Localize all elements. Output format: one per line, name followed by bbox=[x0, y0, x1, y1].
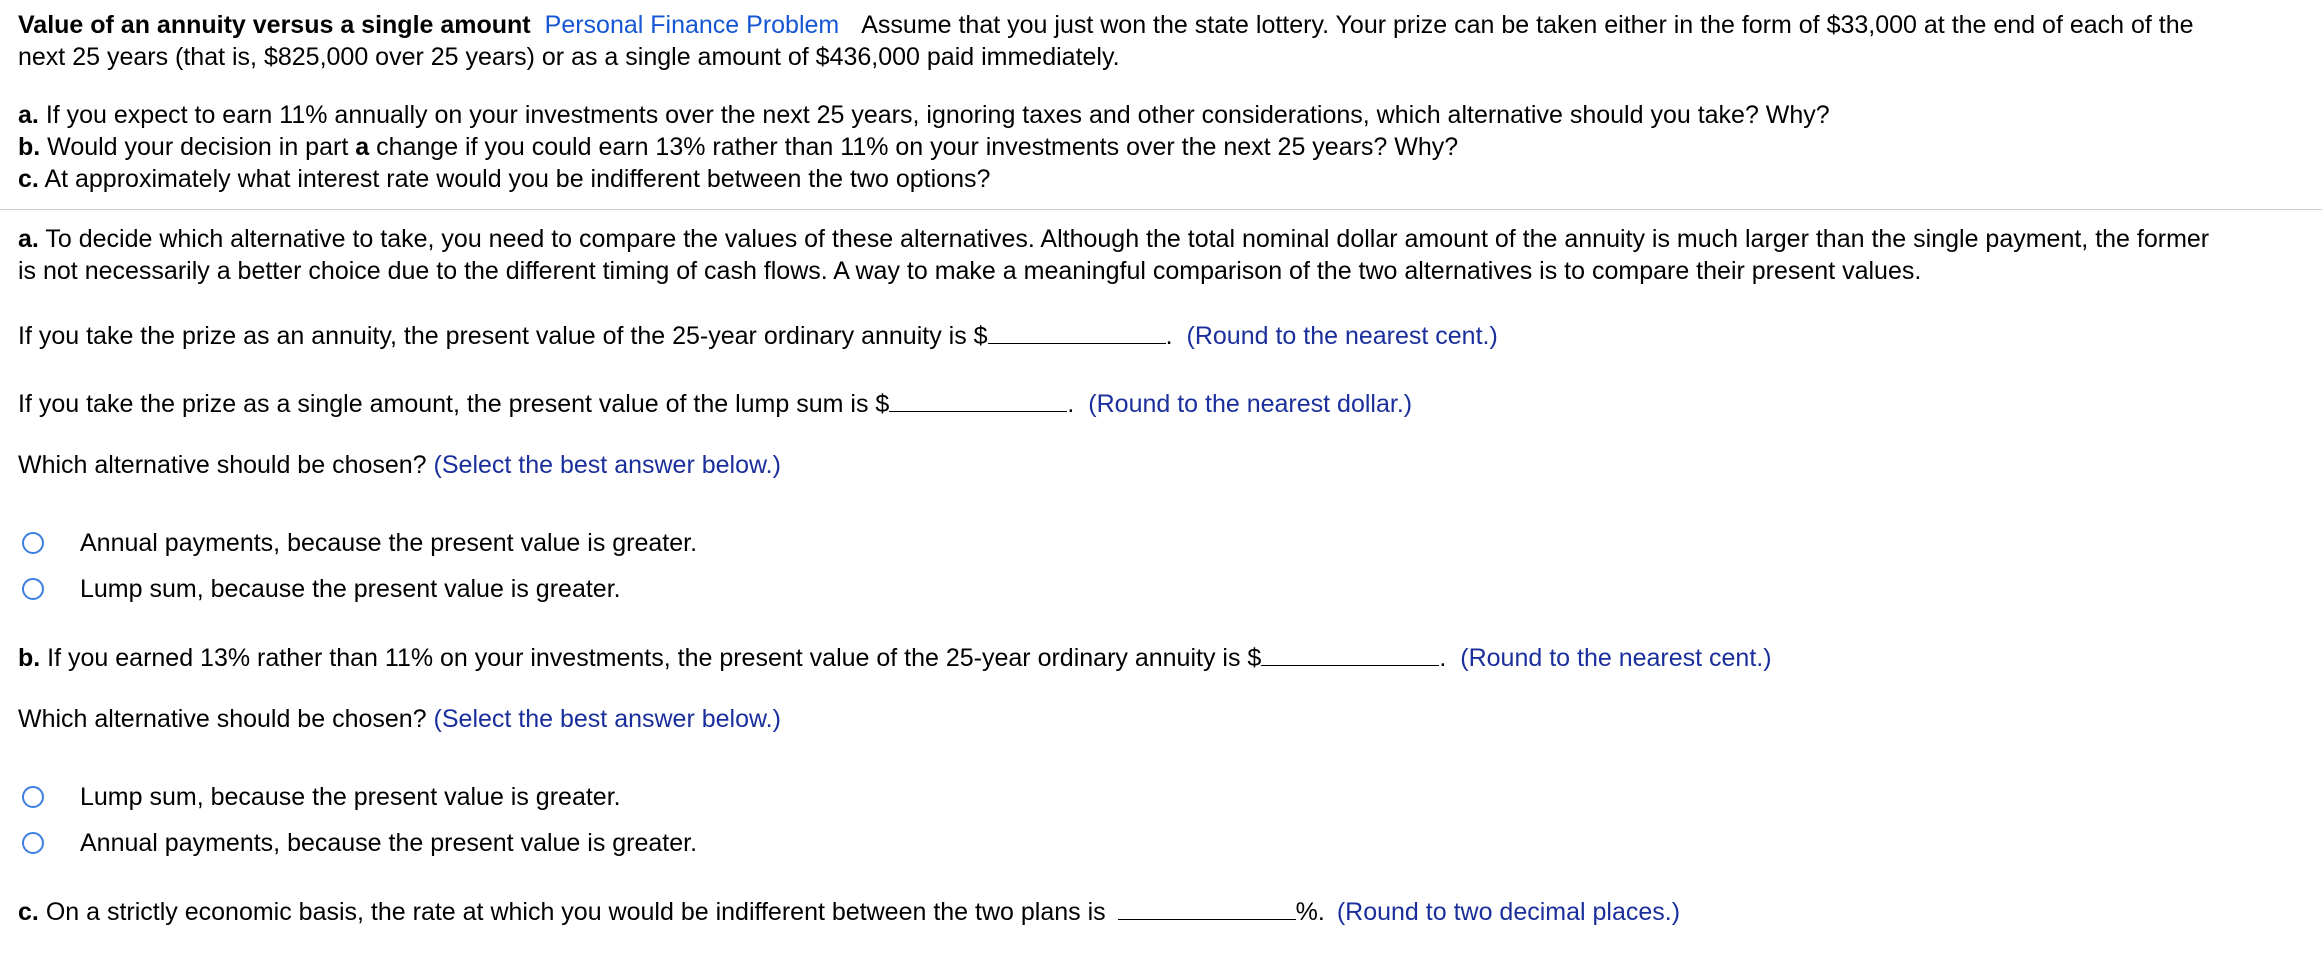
part-a-para-line2: is not necessarily a better choice due to the different timing of cash flows. A way to make a meaningful comparison of the two alternatives is to compare their present values. bbox=[18, 257, 1922, 285]
part-b-choice-prompt-row bbox=[18, 703, 781, 735]
part-b-prompt: If you earned 13% rather than 11% on your investments, the present value of the 25-year ordinary annuity is $ bbox=[47, 644, 1262, 672]
part-a-option-1-label[interactable]: Annual payments, because the present value is greater. bbox=[80, 529, 698, 557]
part-b-choice-prompt: Which alternative should be chosen? bbox=[18, 705, 427, 733]
part-a-choice-prompt-row bbox=[18, 449, 781, 481]
part-a-option-2-radio[interactable] bbox=[22, 578, 44, 600]
question-c-text: At approximately what interest rate would you be indifferent between the two options? bbox=[44, 165, 991, 193]
section-divider bbox=[0, 209, 2322, 210]
annuity-pv-input[interactable] bbox=[988, 317, 1166, 344]
part-c-hint: (Round to two decimal places.) bbox=[1336, 898, 1681, 926]
part-b-pv-period: . bbox=[1439, 644, 1447, 672]
question-a-text: If you expect to earn 11% annually on your investments over the next 25 years, ignoring taxes and other considerations, which alternative should you take? Why? bbox=[45, 101, 1830, 129]
question-a-label: a. bbox=[18, 101, 39, 129]
problem-intro-line2: next 25 years (that is, $825,000 over 25 years) or as a single amount of $436,000 paid immediately. bbox=[18, 43, 1120, 71]
part-c-prompt: On a strictly economic basis, the rate at which you would be indifferent between the two plans is bbox=[45, 898, 1106, 926]
part-b-label: b. bbox=[18, 644, 41, 672]
question-c-label: c. bbox=[18, 165, 39, 193]
part-c-rate-input[interactable] bbox=[1118, 893, 1296, 920]
part-c-label: c. bbox=[18, 898, 39, 926]
question-b bbox=[18, 131, 1458, 163]
part-b-pv-input[interactable] bbox=[1261, 639, 1439, 666]
question-b-label: b. bbox=[18, 133, 41, 161]
annuity-pv-row bbox=[18, 317, 1498, 352]
part-a-choice-hint: (Select the best answer below.) bbox=[433, 451, 781, 479]
personal-finance-tag[interactable]: Personal Finance Problem bbox=[544, 11, 840, 39]
problem-header-line bbox=[18, 9, 2194, 41]
part-b-option-1-radio[interactable] bbox=[22, 786, 44, 808]
question-b-text-pre: Would your decision in part bbox=[47, 133, 349, 161]
part-b-pv-hint: (Round to the nearest cent.) bbox=[1460, 644, 1772, 672]
part-a-para-line1: To decide which alternative to take, you need to compare the values of these alternatives. Although the total nominal dollar amount of the annuity is much larger than the single payment, the former bbox=[45, 225, 2210, 253]
question-c bbox=[18, 163, 990, 195]
part-a-option-2-label[interactable]: Lump sum, because the present value is greater. bbox=[80, 575, 621, 603]
part-c-suffix: %. bbox=[1295, 898, 1325, 926]
problem-intro-line1: Assume that you just won the state lottery. Your prize can be taken either in the form of $33,000 at the end of each of the bbox=[861, 11, 2194, 39]
lump-sum-pv-period: . bbox=[1067, 390, 1075, 418]
question-a bbox=[18, 99, 1830, 131]
lump-sum-pv-row bbox=[18, 385, 1412, 420]
question-b-text-post: change if you could earn 13% rather than 11% on your investments over the next 25 years? Why? bbox=[376, 133, 1459, 161]
part-b-option-2-radio[interactable] bbox=[22, 832, 44, 854]
problem-title: Value of an annuity versus a single amount bbox=[18, 11, 531, 39]
part-a-option-1-radio[interactable] bbox=[22, 532, 44, 554]
part-b-pv-row bbox=[18, 639, 1772, 674]
lump-sum-pv-prompt: If you take the prize as a single amount, the present value of the lump sum is $ bbox=[18, 390, 890, 418]
part-b-choice-hint: (Select the best answer below.) bbox=[433, 705, 781, 733]
part-a-label: a. bbox=[18, 225, 39, 253]
part-c-row bbox=[18, 893, 1680, 928]
question-b-bold: a bbox=[355, 133, 370, 161]
part-b-option-1-label[interactable]: Lump sum, because the present value is greater. bbox=[80, 783, 621, 811]
part-b-option-2-label[interactable]: Annual payments, because the present value is greater. bbox=[80, 829, 698, 857]
annuity-pv-period: . bbox=[1165, 322, 1173, 350]
part-a-paragraph-line1 bbox=[18, 223, 2209, 255]
annuity-pv-prompt: If you take the prize as an annuity, the present value of the 25-year ordinary annuity is $ bbox=[18, 322, 988, 350]
lump-sum-pv-input[interactable] bbox=[889, 385, 1067, 412]
lump-sum-pv-hint: (Round to the nearest dollar.) bbox=[1088, 390, 1413, 418]
annuity-pv-hint: (Round to the nearest cent.) bbox=[1186, 322, 1498, 350]
part-a-choice-prompt: Which alternative should be chosen? bbox=[18, 451, 427, 479]
